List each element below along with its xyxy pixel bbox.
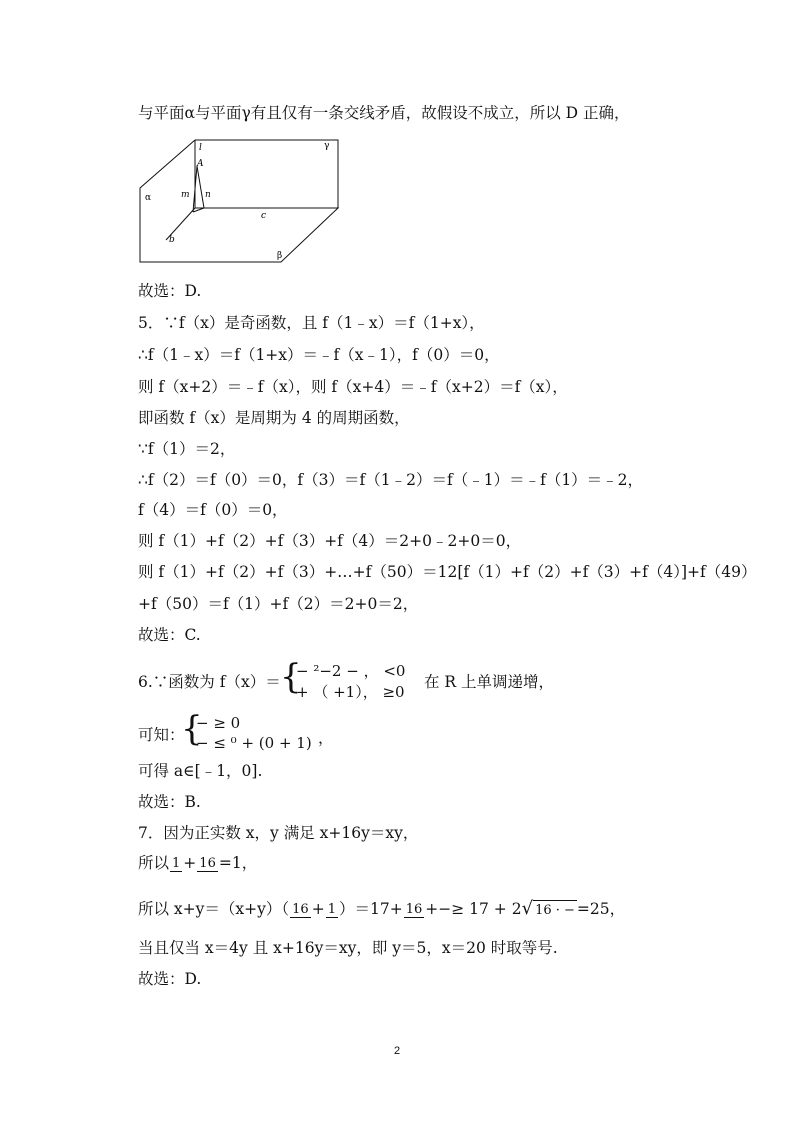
q6-prefix: 6.∵函数为 f（x）＝ xyxy=(138,673,281,691)
text-line-13: 故选：C. xyxy=(138,626,201,644)
q6-row1: − ²−2 − ， <0 xyxy=(296,662,406,680)
line-n xyxy=(197,166,204,208)
q7-l2-prefix: 所以 xyxy=(138,854,170,872)
text-line-17: 当且仅当 x＝4y 且 x+16y＝xy，即 y＝5，x＝20 时取等号. xyxy=(138,939,558,957)
q7-l3-prefix: 所以 x+y＝（x+y）（ xyxy=(138,900,290,918)
label-gamma: γ xyxy=(324,141,330,151)
label-beta: β xyxy=(277,251,283,261)
label-c: c xyxy=(261,211,267,221)
q7-l2-frac1 xyxy=(170,857,182,872)
q7-l2-frac2 xyxy=(197,857,218,872)
page-number: 2 xyxy=(393,1045,401,1057)
label-l: l xyxy=(199,143,202,153)
q7-l3-suffix: =25， xyxy=(576,900,626,918)
text-line-14: 可得 a∈[﹣1，0]. xyxy=(138,762,263,780)
q7-l3-frac3-num: 16 xyxy=(405,901,423,917)
q6-cond-row2: − ≤ ⁰ + (0 + 1) xyxy=(196,734,312,752)
geometry-figure xyxy=(138,130,348,270)
text-line-18: 故选：D. xyxy=(138,970,202,988)
text-line-1: 与平面α与平面γ有且仅有一条交线矛盾，故假设不成立，所以 D 正确， xyxy=(138,104,630,122)
label-b: b xyxy=(169,235,175,245)
q6-cond-brace: { xyxy=(181,709,203,749)
text-line-12: +f（50）＝f（1）+f（2）＝2+0＝2， xyxy=(138,595,419,613)
q6-suffix: 在 R 上单调递增， xyxy=(424,673,555,691)
text-line-11: 则 f（1）+f（2）+f（3）+…+f（50）＝12[f（1）+f（2）+f（3）+f（4）]+f（49） xyxy=(138,563,757,581)
text-line-7: ∵f（1）＝2， xyxy=(138,440,236,458)
text-line-16: 7．因为正实数 x，y 满足 x+16y＝xy， xyxy=(138,824,419,842)
text-line-5: 则 f（x+2）＝﹣f（x），则 f（x+4）＝﹣f（x+2）＝f（x）， xyxy=(138,378,568,396)
label-m: m xyxy=(181,190,190,200)
label-A: A xyxy=(197,159,204,169)
q7-l2-suffix: =1， xyxy=(218,854,258,872)
q7-l2-frac2-num: 16 xyxy=(199,855,216,871)
q6-brace: { xyxy=(280,657,302,697)
q7-l3-sqrt: 16 · − xyxy=(533,900,577,921)
plane-gamma-edge xyxy=(195,140,338,208)
text-line-10: 则 f（1）+f（2）+f（3）+f（4）＝2+0﹣2+0＝0， xyxy=(138,532,522,550)
q7-l3-frac2 xyxy=(326,903,338,918)
q7-l2-plus: + xyxy=(183,854,197,872)
q6-cond-suffix: ， xyxy=(318,729,334,747)
q7-l3-plus: + xyxy=(311,900,325,918)
text-line-6: 即函数 f（x）是周期为 4 的周期函数， xyxy=(138,409,410,427)
q7-l3-mid: ）＝17+ xyxy=(338,900,403,918)
q7-l3-frac1 xyxy=(290,903,311,918)
q7-l3-frac1-num: 16 xyxy=(292,901,309,917)
q6-cond-prefix: 可知： xyxy=(138,726,185,744)
text-line-2: 故选：D. xyxy=(138,282,202,300)
text-line-15: 故选：B. xyxy=(138,793,201,811)
q7-line-2 xyxy=(138,853,257,873)
text-line-4: ∴f（1﹣x）＝f（1+x）＝﹣f（x﹣1），f（0）＝0， xyxy=(138,346,500,364)
q7-l3-frac3 xyxy=(404,903,425,918)
q7-l3-frac2-num: 1 xyxy=(327,901,336,917)
text-line-9: f（4）＝f（0）＝0， xyxy=(138,501,288,519)
q7-line-3 xyxy=(138,899,625,921)
q7-l3-mid2: +−≥ 17 + 2 xyxy=(425,900,522,918)
q6-cond-row1: − ≥ 0 xyxy=(196,714,241,732)
text-line-8: ∴f（2）＝f（0）＝0，f（3）＝f（1﹣2）＝f（﹣1）＝﹣f（1）＝﹣2， xyxy=(138,471,644,489)
q7-l2-frac1-num: 1 xyxy=(172,855,181,871)
label-alpha: α xyxy=(145,193,152,203)
q6-row2: + （ +1）， ≥0 xyxy=(296,683,405,701)
sqrt-radical: √ xyxy=(521,898,534,919)
text-line-3: 5．∵f（x）是奇函数，且 f（1﹣x）＝f（1+x）， xyxy=(138,314,485,332)
label-n: n xyxy=(205,190,211,200)
